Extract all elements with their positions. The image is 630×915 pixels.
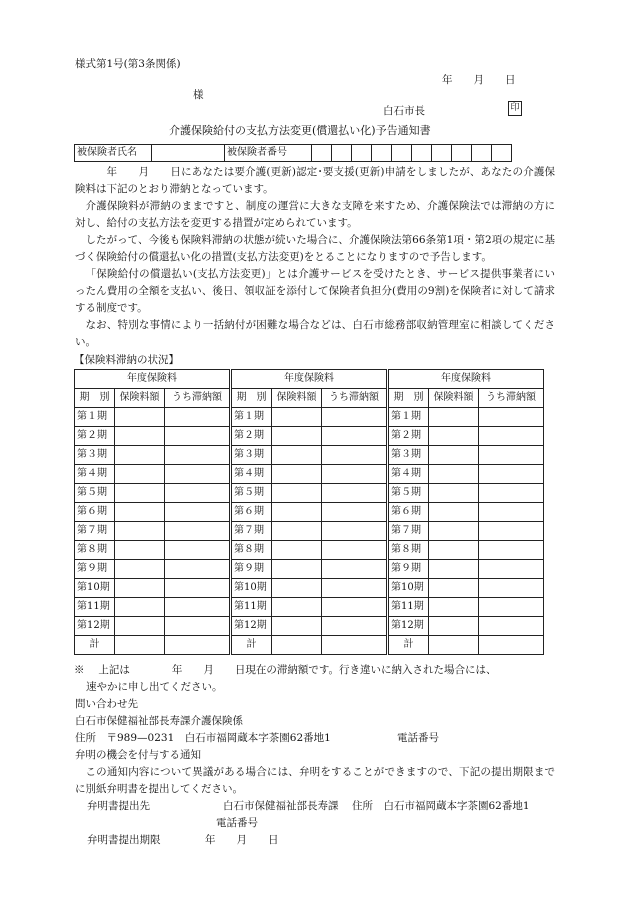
note-mark: ※ — [74, 664, 85, 676]
amount-cell — [115, 427, 165, 446]
arrears-cell — [322, 617, 387, 636]
arrears-cell — [165, 408, 230, 427]
period-label: 第９期 — [75, 560, 115, 579]
table-row — [75, 427, 544, 446]
number-digit-cell — [472, 145, 492, 162]
period-header: 期 別 — [389, 389, 429, 408]
arrears-cell — [322, 484, 387, 503]
note-line-2: 速やかに申し出てください。 — [86, 681, 223, 693]
amount-header: 保険料額 — [115, 389, 165, 408]
defense-heading: 弁明の機会を付与する通知 — [75, 749, 201, 761]
amount-cell — [429, 617, 479, 636]
document-title: 介護保険給付の支払方法変更(償還払い化)予告通知書 — [169, 124, 431, 137]
period-label: 第５期 — [232, 484, 272, 503]
submit-to: 白石市保健福祉部長寿課 — [223, 800, 339, 812]
insured-number-label: 被保険者番号 — [225, 145, 312, 162]
amount-cell — [115, 598, 165, 617]
amount-cell — [115, 503, 165, 522]
year-header-row — [75, 370, 544, 389]
arrears-cell — [479, 522, 544, 541]
period-header: 期 別 — [75, 389, 115, 408]
period-label: 第11期 — [389, 598, 429, 617]
submit-phone-label: 電話番号 — [216, 817, 258, 829]
period-label: 第３期 — [389, 446, 429, 465]
period-label: 第９期 — [232, 560, 272, 579]
arrears-cell — [479, 617, 544, 636]
paragraph-1: 年 月 日にあなたは要介護(更新)認定･要支援(更新)申請をしましたが、あなたの介護保険料は下記のとおり滞納となっています。 — [75, 166, 555, 195]
table-row — [75, 598, 544, 617]
period-label: 第10期 — [75, 579, 115, 598]
number-digit-cell — [332, 145, 352, 162]
arrears-cell — [322, 465, 387, 484]
amount-cell — [272, 427, 322, 446]
total-label: 計 — [75, 636, 115, 655]
arrears-cell — [479, 446, 544, 465]
total-label: 計 — [232, 636, 272, 655]
arrears-cell — [322, 446, 387, 465]
period-label: 第４期 — [75, 465, 115, 484]
arrears-header: うち滞納額 — [322, 389, 387, 408]
insured-name-cell — [152, 145, 225, 162]
amount-cell — [272, 617, 322, 636]
arrears-cell — [479, 408, 544, 427]
amount-cell — [115, 465, 165, 484]
amount-cell — [272, 484, 322, 503]
notice-body — [75, 164, 555, 351]
number-digit-cell — [312, 145, 332, 162]
year-premium-label: 年度保険料 — [389, 370, 544, 389]
table-row — [75, 465, 544, 484]
contact-address: 住所 〒989—0231 白石市福岡蔵本字茶園62番地1 — [75, 732, 331, 744]
year-premium-label: 年度保険料 — [232, 370, 387, 389]
arrears-cell — [479, 503, 544, 522]
total-amount-cell — [115, 636, 165, 655]
arrears-cell — [322, 503, 387, 522]
total-amount-cell — [272, 636, 322, 655]
arrears-cell — [479, 465, 544, 484]
contact-office: 白石市保健福祉部長寿課介護保険係 — [75, 715, 243, 727]
total-arrears-cell — [165, 636, 230, 655]
paragraph-3: したがって、今後も保険料滞納の状態が続いた場合に、介護保険法第66条第1項・第2項の規定に基づく保険給付の償還払い化の措置(支払方法変更)をとることになりますので予告します。 — [75, 234, 555, 263]
arrears-header: うち滞納額 — [479, 389, 544, 408]
issuer: 白石市長 — [383, 105, 425, 117]
paragraph-4: 「保険給付の償還払い(支払方法変更)」とは介護サービスを受けたとき、サービス提供事業者にいったん費用の全額を支払い、後日、領収証を添付して保険者負担分(費用の9割)を保険者に対して請求する制度です。 — [75, 268, 555, 314]
period-label: 第８期 — [389, 541, 429, 560]
arrears-cell — [165, 427, 230, 446]
arrears-cell — [165, 560, 230, 579]
period-label: 第４期 — [232, 465, 272, 484]
arrears-cell — [165, 503, 230, 522]
arrears-cell — [165, 522, 230, 541]
period-label: 第11期 — [232, 598, 272, 617]
table-row — [75, 579, 544, 598]
period-label: 第12期 — [232, 617, 272, 636]
period-label: 第１期 — [389, 408, 429, 427]
arrears-cell — [479, 579, 544, 598]
period-label: 第７期 — [389, 522, 429, 541]
period-label: 第10期 — [232, 579, 272, 598]
total-row — [75, 636, 544, 655]
table-row — [75, 560, 544, 579]
amount-header: 保険料額 — [429, 389, 479, 408]
arrears-cell — [479, 541, 544, 560]
table-row — [75, 503, 544, 522]
arrears-cell — [165, 484, 230, 503]
amount-cell — [429, 541, 479, 560]
period-label: 第２期 — [75, 427, 115, 446]
issue-date: 年 月 日 — [442, 74, 516, 86]
period-label: 第７期 — [232, 522, 272, 541]
amount-cell — [429, 446, 479, 465]
amount-cell — [115, 541, 165, 560]
amount-cell — [429, 579, 479, 598]
number-digit-cell — [352, 145, 372, 162]
table-row — [75, 541, 544, 560]
note — [74, 662, 497, 677]
arrears-cell — [322, 541, 387, 560]
amount-cell — [272, 503, 322, 522]
total-arrears-cell — [322, 636, 387, 655]
amount-cell — [115, 617, 165, 636]
arrears-cell — [165, 541, 230, 560]
period-label: 第６期 — [389, 503, 429, 522]
submit-to-label: 弁明書提出先 — [87, 800, 150, 812]
paragraph-2: 介護保険料が滞納のままですと、制度の運営に大きな支障を来すため、介護保険法では滞納の方に対し、給付の支払方法を変更する措置が定められています。 — [75, 200, 555, 229]
amount-cell — [429, 484, 479, 503]
arrears-cell — [322, 408, 387, 427]
amount-cell — [272, 560, 322, 579]
table-row — [75, 446, 544, 465]
period-label: 第８期 — [232, 541, 272, 560]
period-label: 第６期 — [75, 503, 115, 522]
seal-mark: 印 — [508, 101, 522, 116]
amount-cell — [115, 484, 165, 503]
arrears-cell — [322, 560, 387, 579]
defense-body — [75, 764, 555, 798]
amount-cell — [272, 465, 322, 484]
total-label: 計 — [389, 636, 429, 655]
amount-cell — [429, 408, 479, 427]
period-label: 第５期 — [389, 484, 429, 503]
arrears-cell — [165, 579, 230, 598]
amount-cell — [429, 560, 479, 579]
amount-cell — [272, 598, 322, 617]
amount-cell — [115, 560, 165, 579]
total-arrears-cell — [479, 636, 544, 655]
submit-address: 住所 白石市福岡蔵本字茶園62番地1 — [352, 800, 530, 812]
amount-cell — [272, 541, 322, 560]
amount-cell — [115, 446, 165, 465]
table-row — [75, 484, 544, 503]
period-label: 第10期 — [389, 579, 429, 598]
contact-heading: 問い合わせ先 — [75, 698, 138, 710]
number-digit-cell — [432, 145, 452, 162]
contact-phone-label: 電話番号 — [397, 732, 439, 744]
arrears-cell — [479, 427, 544, 446]
period-label: 第８期 — [75, 541, 115, 560]
number-digit-cell — [372, 145, 392, 162]
amount-cell — [272, 408, 322, 427]
arrears-cell — [165, 617, 230, 636]
table-row — [75, 408, 544, 427]
addressee-suffix: 様 — [193, 89, 204, 101]
arrears-cell — [322, 598, 387, 617]
arrears-cell — [479, 598, 544, 617]
period-label: 第11期 — [75, 598, 115, 617]
arrears-cell — [322, 579, 387, 598]
paragraph-5: なお、特別な事情により一括納付が困難な場合などは、白石市総務部収納管理室に相談してください。 — [75, 319, 555, 348]
amount-header: 保険料額 — [272, 389, 322, 408]
period-label: 第12期 — [389, 617, 429, 636]
amount-cell — [115, 522, 165, 541]
insured-name-label: 被保険者氏名 — [75, 145, 152, 162]
period-label: 第６期 — [232, 503, 272, 522]
period-label: 第９期 — [389, 560, 429, 579]
amount-cell — [429, 503, 479, 522]
arrears-cell — [479, 484, 544, 503]
deadline-label: 弁明書提出期限 — [87, 834, 161, 846]
column-header-row — [75, 389, 544, 408]
deadline-date: 年 月 日 — [205, 834, 279, 846]
amount-cell — [429, 427, 479, 446]
year-premium-label: 年度保険料 — [75, 370, 230, 389]
period-label: 第５期 — [75, 484, 115, 503]
amount-cell — [115, 579, 165, 598]
amount-cell — [272, 446, 322, 465]
number-digit-cell — [412, 145, 432, 162]
amount-cell — [429, 598, 479, 617]
arrears-cell — [165, 446, 230, 465]
period-label: 第４期 — [389, 465, 429, 484]
amount-cell — [429, 465, 479, 484]
insured-id-table — [74, 144, 512, 162]
note-line-1: 上記は 年 月 日現在の滞納額です。行き違いに納入された場合には、 — [98, 664, 497, 676]
arrears-header: うち滞納額 — [165, 389, 230, 408]
period-label: 第12期 — [75, 617, 115, 636]
period-label: 第７期 — [75, 522, 115, 541]
amount-cell — [272, 522, 322, 541]
number-digit-cell — [392, 145, 412, 162]
amount-cell — [429, 522, 479, 541]
number-digit-cell — [452, 145, 472, 162]
table-row — [75, 522, 544, 541]
arrears-cell — [165, 598, 230, 617]
period-label: 第３期 — [232, 446, 272, 465]
arrears-cell — [322, 427, 387, 446]
amount-cell — [115, 408, 165, 427]
arrears-cell — [479, 560, 544, 579]
amount-cell — [272, 579, 322, 598]
total-amount-cell — [429, 636, 479, 655]
number-digit-cell — [492, 145, 512, 162]
period-label: 第２期 — [232, 427, 272, 446]
premium-arrears-table — [74, 369, 544, 655]
arrears-cell — [322, 522, 387, 541]
form-label: 様式第1号(第3条関係) — [75, 58, 181, 70]
period-label: 第１期 — [232, 408, 272, 427]
defense-text: この通知内容について異議がある場合には、弁明をすることができますので、下記の提出期限までに別紙弁明書を提出してください。 — [75, 766, 555, 795]
section-heading: 【保険料滞納の状況】 — [74, 354, 179, 366]
table-row — [75, 617, 544, 636]
period-label: 第２期 — [389, 427, 429, 446]
period-header: 期 別 — [232, 389, 272, 408]
arrears-cell — [165, 465, 230, 484]
period-label: 第１期 — [75, 408, 115, 427]
period-label: 第３期 — [75, 446, 115, 465]
